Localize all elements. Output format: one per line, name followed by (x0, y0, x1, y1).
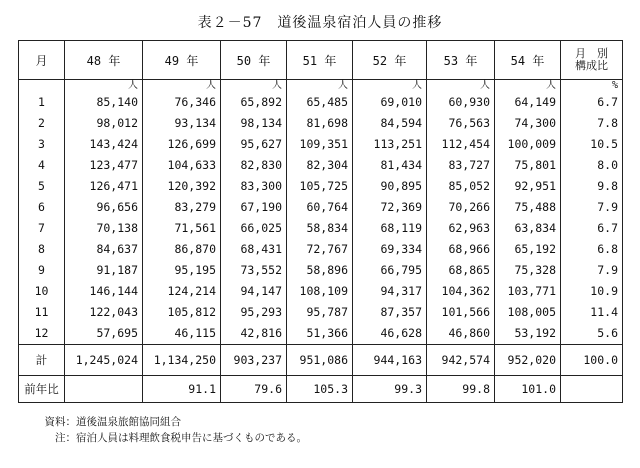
value-cell: 101.0 (495, 376, 561, 403)
value-cell: 123,477 (65, 155, 143, 176)
value-cell: 68,966 (427, 239, 495, 260)
year-header: 53 年 (427, 41, 495, 80)
value-cell: 57,695 (65, 323, 143, 345)
ratio-cell: 6.7 (561, 218, 623, 239)
value-cell: 72,767 (287, 239, 353, 260)
table-row (19, 155, 623, 176)
row-label: 計 (19, 345, 65, 376)
value-cell: 81,434 (353, 155, 427, 176)
value-cell: 51,366 (287, 323, 353, 345)
year-header: 52 年 (353, 41, 427, 80)
value-cell: 72,369 (353, 197, 427, 218)
value-cell: 42,816 (221, 323, 287, 345)
ratio-cell: 6.7 (561, 92, 623, 113)
value-cell: 81,698 (287, 113, 353, 134)
row-label: 10 (19, 281, 65, 302)
unit-cell: 人 (221, 80, 287, 93)
unit-cell: 人 (427, 80, 495, 93)
value-cell: 100,009 (495, 134, 561, 155)
value-cell: 82,304 (287, 155, 353, 176)
value-cell: 82,830 (221, 155, 287, 176)
table-row (19, 323, 623, 345)
ratio-header (561, 41, 623, 80)
value-cell (65, 376, 143, 403)
row-label: 5 (19, 176, 65, 197)
value-cell: 58,834 (287, 218, 353, 239)
value-cell: 1,134,250 (143, 345, 221, 376)
note-text: 道後温泉旅館協同組合 (76, 416, 181, 428)
value-cell: 95,627 (221, 134, 287, 155)
year-header: 54 年 (495, 41, 561, 80)
unit-cell: 人 (353, 80, 427, 93)
value-cell: 109,351 (287, 134, 353, 155)
value-cell: 94,317 (353, 281, 427, 302)
value-cell: 71,561 (143, 218, 221, 239)
value-cell: 74,300 (495, 113, 561, 134)
year-header: 51 年 (287, 41, 353, 80)
value-cell: 83,727 (427, 155, 495, 176)
value-cell: 87,357 (353, 302, 427, 323)
value-cell: 105,725 (287, 176, 353, 197)
table-row (19, 218, 623, 239)
row-label: 11 (19, 302, 65, 323)
row-label: 6 (19, 197, 65, 218)
value-cell: 70,138 (65, 218, 143, 239)
ratio-cell: 7.8 (561, 113, 623, 134)
table-title: 表２－57 道後温泉宿泊人員の推移 (197, 15, 443, 31)
ratio-cell: 100.0 (561, 345, 623, 376)
value-cell: 69,010 (353, 92, 427, 113)
unit-cell: % (561, 80, 623, 93)
notes (40, 414, 307, 446)
row-label: 3 (19, 134, 65, 155)
value-cell: 64,149 (495, 92, 561, 113)
value-cell: 84,594 (353, 113, 427, 134)
value-cell: 951,086 (287, 345, 353, 376)
value-cell: 86,870 (143, 239, 221, 260)
row-label: 4 (19, 155, 65, 176)
note-text: 宿泊人員は料理飲食税申告に基づくものである。 (76, 432, 307, 444)
value-cell: 46,860 (427, 323, 495, 345)
value-cell: 99.8 (427, 376, 495, 403)
value-cell: 90,895 (353, 176, 427, 197)
value-cell: 65,892 (221, 92, 287, 113)
value-cell: 108,005 (495, 302, 561, 323)
value-cell: 942,574 (427, 345, 495, 376)
value-cell: 68,431 (221, 239, 287, 260)
table-row (19, 134, 623, 155)
value-cell: 60,930 (427, 92, 495, 113)
value-cell: 73,552 (221, 260, 287, 281)
value-cell: 1,245,024 (65, 345, 143, 376)
value-cell: 65,192 (495, 239, 561, 260)
value-cell: 69,334 (353, 239, 427, 260)
value-cell: 66,795 (353, 260, 427, 281)
unit-cell: 人 (287, 80, 353, 93)
year-header: 50 年 (221, 41, 287, 80)
row-label: 9 (19, 260, 65, 281)
value-cell: 68,865 (427, 260, 495, 281)
month-header: 月 (19, 41, 65, 80)
value-cell: 944,163 (353, 345, 427, 376)
value-cell: 98,012 (65, 113, 143, 134)
unit-cell (19, 80, 65, 93)
value-cell: 98,134 (221, 113, 287, 134)
value-cell: 95,787 (287, 302, 353, 323)
ratio-cell: 7.9 (561, 260, 623, 281)
value-cell: 124,214 (143, 281, 221, 302)
value-cell: 120,392 (143, 176, 221, 197)
value-cell: 83,279 (143, 197, 221, 218)
table-row (19, 176, 623, 197)
unit-cell: 人 (495, 80, 561, 93)
value-cell: 68,119 (353, 218, 427, 239)
value-cell: 46,115 (143, 323, 221, 345)
value-cell: 143,424 (65, 134, 143, 155)
row-label: 7 (19, 218, 65, 239)
value-cell: 96,656 (65, 197, 143, 218)
value-cell: 104,362 (427, 281, 495, 302)
value-cell: 75,801 (495, 155, 561, 176)
value-cell: 113,251 (353, 134, 427, 155)
value-cell: 76,563 (427, 113, 495, 134)
value-cell: 105,812 (143, 302, 221, 323)
ratio-cell: 5.6 (561, 323, 623, 345)
unit-cell: 人 (65, 80, 143, 93)
value-cell: 126,699 (143, 134, 221, 155)
table-row (19, 260, 623, 281)
value-cell: 66,025 (221, 218, 287, 239)
value-cell: 62,963 (427, 218, 495, 239)
table-row (19, 113, 623, 134)
value-cell: 903,237 (221, 345, 287, 376)
ratio-cell: 7.9 (561, 197, 623, 218)
row-label: 8 (19, 239, 65, 260)
value-cell: 63,834 (495, 218, 561, 239)
ratio-cell: 10.9 (561, 281, 623, 302)
table-row (19, 92, 623, 113)
row-label: 12 (19, 323, 65, 345)
value-cell: 952,020 (495, 345, 561, 376)
value-cell: 75,328 (495, 260, 561, 281)
value-cell: 91.1 (143, 376, 221, 403)
value-cell: 58,896 (287, 260, 353, 281)
prev-year-ratio-row (19, 376, 623, 403)
value-cell: 103,771 (495, 281, 561, 302)
year-header: 48 年 (65, 41, 143, 80)
value-cell: 93,134 (143, 113, 221, 134)
value-cell: 108,109 (287, 281, 353, 302)
row-label: 前年比 (19, 376, 65, 403)
table-row (19, 239, 623, 260)
value-cell: 92,951 (495, 176, 561, 197)
value-cell: 126,471 (65, 176, 143, 197)
value-cell: 122,043 (65, 302, 143, 323)
value-cell: 146,144 (65, 281, 143, 302)
unit-row (19, 80, 623, 93)
value-cell: 67,190 (221, 197, 287, 218)
row-label: 2 (19, 113, 65, 134)
value-cell: 101,566 (427, 302, 495, 323)
value-cell: 65,485 (287, 92, 353, 113)
value-cell: 75,488 (495, 197, 561, 218)
row-label: 1 (19, 92, 65, 113)
ratio-header-line2: 構成比 (575, 59, 608, 72)
value-cell: 104,633 (143, 155, 221, 176)
table-row (19, 302, 623, 323)
value-cell: 95,195 (143, 260, 221, 281)
value-cell: 60,764 (287, 197, 353, 218)
value-cell: 53,192 (495, 323, 561, 345)
ratio-cell (561, 376, 623, 403)
ratio-cell: 10.5 (561, 134, 623, 155)
value-cell: 85,140 (65, 92, 143, 113)
value-cell: 95,293 (221, 302, 287, 323)
table-row (19, 197, 623, 218)
ratio-cell: 6.8 (561, 239, 623, 260)
unit-cell: 人 (143, 80, 221, 93)
value-cell: 94,147 (221, 281, 287, 302)
note-key: 注： (55, 432, 76, 444)
value-cell: 79.6 (221, 376, 287, 403)
value-cell: 83,300 (221, 176, 287, 197)
value-cell: 99.3 (353, 376, 427, 403)
year-header: 49 年 (143, 41, 221, 80)
table-row (19, 281, 623, 302)
header-row (19, 41, 623, 80)
value-cell: 105.3 (287, 376, 353, 403)
note-remark (40, 430, 307, 446)
value-cell: 46,628 (353, 323, 427, 345)
lodging-table (18, 40, 623, 403)
value-cell: 91,187 (65, 260, 143, 281)
total-row (19, 345, 623, 376)
value-cell: 76,346 (143, 92, 221, 113)
ratio-header-line1: 月 別 (575, 47, 608, 60)
note-key: 資料： (44, 416, 76, 428)
value-cell: 70,266 (427, 197, 495, 218)
value-cell: 84,637 (65, 239, 143, 260)
value-cell: 112,454 (427, 134, 495, 155)
value-cell: 85,052 (427, 176, 495, 197)
ratio-cell: 9.8 (561, 176, 623, 197)
ratio-cell: 8.0 (561, 155, 623, 176)
ratio-cell: 11.4 (561, 302, 623, 323)
note-source (40, 414, 307, 430)
